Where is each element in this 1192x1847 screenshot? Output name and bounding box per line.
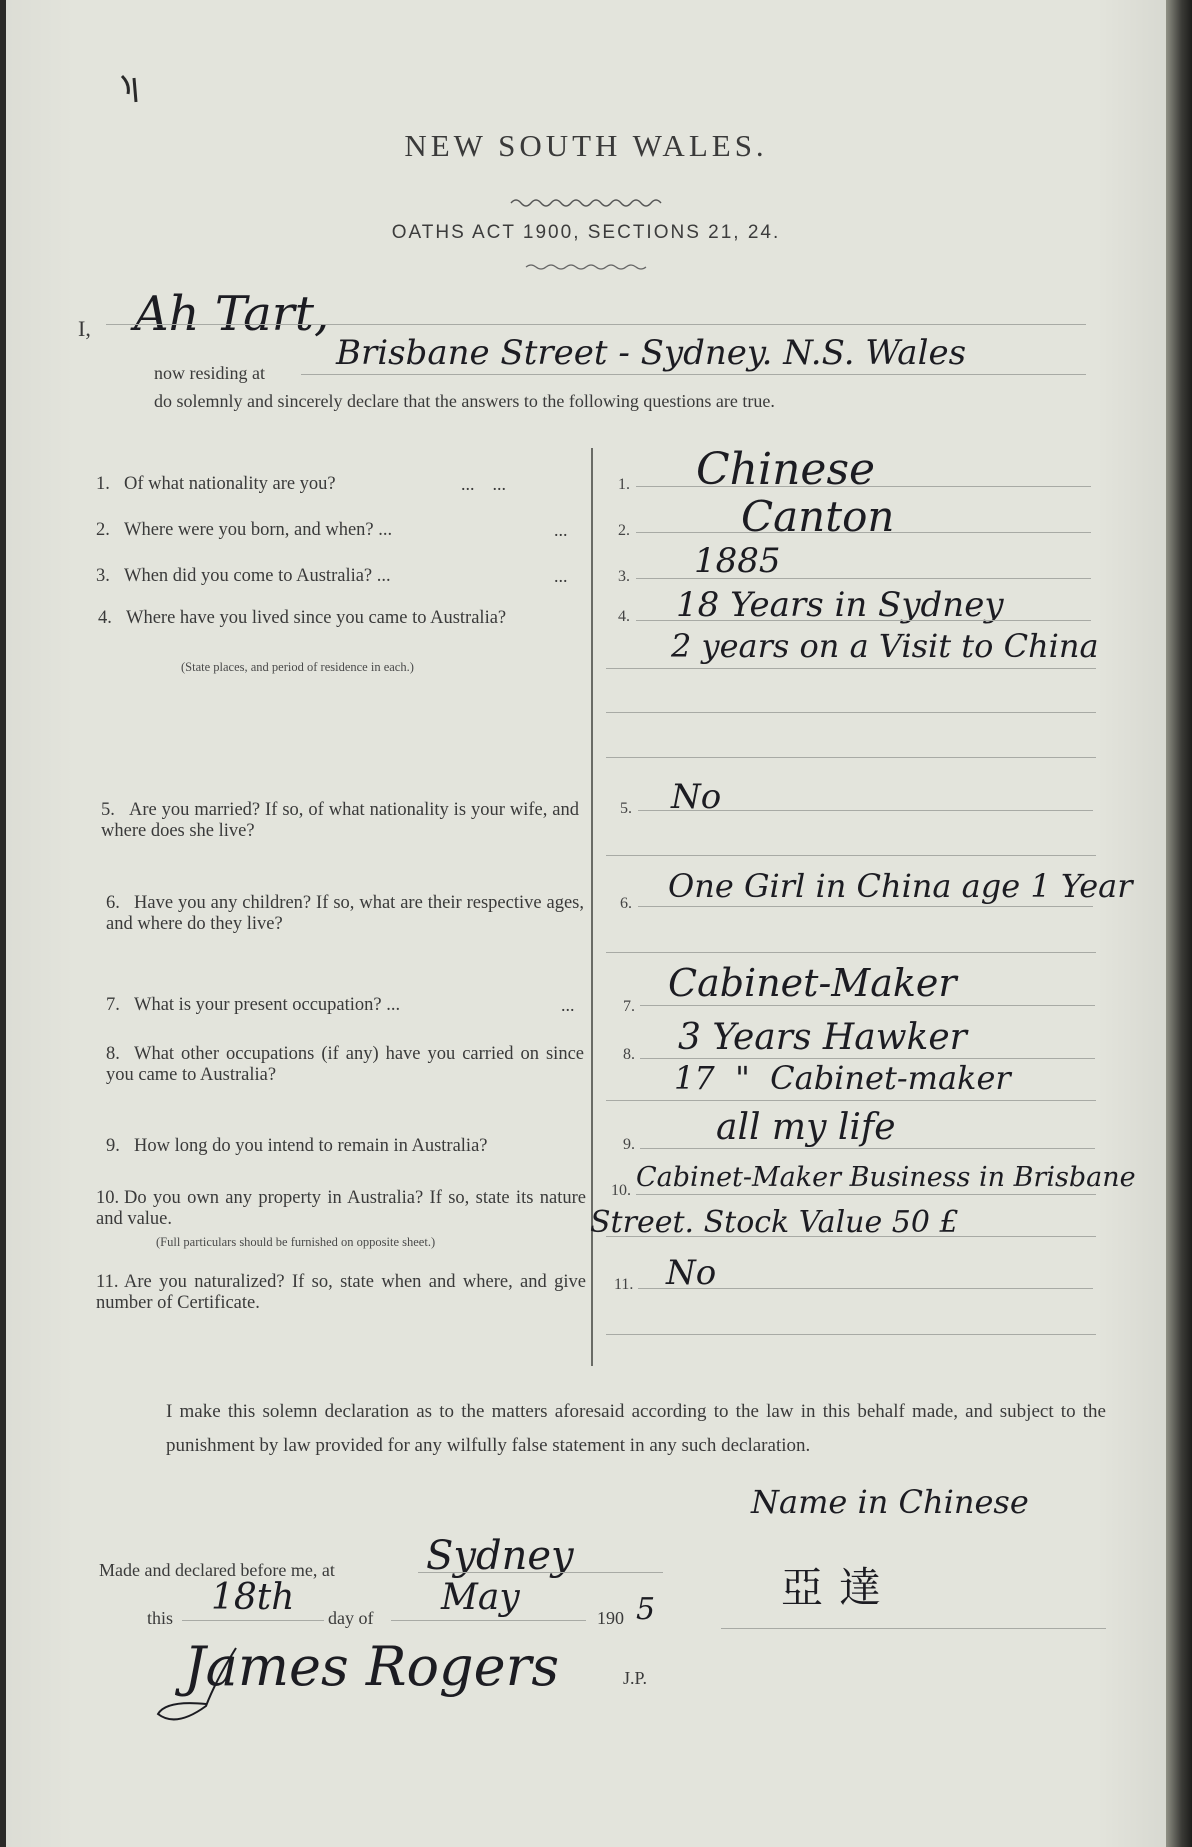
question-4: 4. Where have you lived since you came to Australia? [98, 608, 507, 628]
answer-6-rule-2 [606, 952, 1096, 953]
answer-11-rule-2 [606, 1334, 1096, 1335]
answer-2-rule [636, 532, 1091, 533]
answer-8-line-1: 3 Years Hawker [678, 1017, 967, 1058]
answer-5-rule-1 [638, 810, 1093, 811]
month-line [391, 1620, 586, 1621]
answer-4-rule-2 [606, 668, 1096, 669]
answer-4-line-2: 2 years on a Visit to China [671, 627, 1099, 665]
answer-5-rule-2 [606, 855, 1096, 856]
question-2: 2. Where were you born, and when? ... [96, 520, 393, 540]
day-line [182, 1620, 324, 1621]
answer-5-line-1: No [671, 777, 722, 817]
answer-11-rule-1 [638, 1288, 1093, 1289]
question-11: 11. Are you naturalized? If so, state when and where, and give number of Certificate. [96, 1272, 586, 1313]
page-edge [1166, 0, 1192, 1847]
answer-4-rule-3 [606, 712, 1096, 713]
question-4-note: (State places, and period of residence in each.) [181, 660, 414, 674]
answer-9-number: 9. [623, 1136, 635, 1153]
page-title: NEW SOUTH WALES. [404, 128, 768, 163]
answer-9-line-1: all my life [716, 1107, 896, 1148]
signature-flourish [146, 1640, 406, 1730]
act-reference: OATHS ACT 1900, SECTIONS 21, 24. [391, 222, 781, 243]
declarant-prefix: I, [78, 316, 91, 341]
declaration-text: I make this solemn declaration as to the matters aforesaid according to the law in this behalf made, and subject to the punishment by law provided for any wilfully false statement in any such declaration. [166, 1401, 1106, 1456]
answer-10-rule-2 [606, 1236, 1096, 1237]
answer-2-number: 2. [618, 522, 630, 539]
answer-6-rule-1 [638, 906, 1093, 907]
answer-2-line-1: Canton [741, 492, 895, 541]
answer-8-rule-2 [606, 1100, 1096, 1101]
justice-signature: James Rogers [184, 1635, 560, 1698]
question-3-leader: ... [554, 566, 568, 586]
answer-4-line-1: 18 Years in Sydney [676, 585, 1004, 625]
question-7: 7. What is your present occupation? ... [106, 995, 401, 1015]
answer-4-number: 4. [618, 608, 630, 625]
question-10: 10. Do you own any property in Australia? If so, state its nature and value. [96, 1188, 586, 1229]
answer-8-line-2: 17 " Cabinet-maker [674, 1059, 1011, 1097]
attestation-day: 18th [211, 1577, 295, 1618]
answer-10-line-2: Street. Stock Value 50 £ [590, 1205, 959, 1240]
answer-1-rule [636, 486, 1091, 487]
answer-7-number: 7. [623, 998, 635, 1015]
residence-line [301, 374, 1086, 375]
answer-6-line-1: One Girl in China age 1 Year [668, 867, 1133, 905]
pencil-mark [116, 72, 146, 112]
act-ornament [526, 262, 646, 272]
chinese-name-line [721, 1628, 1106, 1629]
answer-11-number: 11. [614, 1276, 634, 1293]
attestation-place: Sydney [426, 1533, 574, 1579]
question-1-leader: ... ... [461, 474, 506, 494]
document-page [6, 0, 1166, 1847]
chinese-name-label: Name in Chinese [751, 1483, 1029, 1521]
declare-text: do solemnly and sincerely declare that the answers to the following questions are true. [154, 391, 775, 411]
answer-10-line-1: Cabinet-Maker Business in Brisbane [636, 1162, 1136, 1193]
residence-value: Brisbane Street - Sydney. N.S. Wales [336, 333, 967, 373]
answer-4-rule-4 [606, 757, 1096, 758]
answer-1-line-1: Chinese [696, 444, 876, 495]
answer-10-number: 10. [611, 1182, 631, 1199]
answer-7-rule [640, 1005, 1095, 1006]
question-3: 3. When did you come to Australia? ... [96, 566, 391, 586]
place-line [418, 1572, 663, 1573]
question-2-leader: ... [554, 520, 568, 540]
answer-1-number: 1. [618, 476, 630, 493]
this-label: this [147, 1608, 174, 1628]
answer-3-line-1: 1885 [694, 541, 781, 581]
question-5: 5. Are you married? If so, of what nationality is your wife, and where does she live? [101, 800, 579, 841]
residing-label: now residing at [154, 363, 265, 383]
question-6: 6. Have you any children? If so, what are their respective ages, and where do they live? [106, 893, 584, 934]
answer-6-number: 6. [620, 895, 632, 912]
answer-3-rule [636, 578, 1091, 579]
answer-7-line-1: Cabinet-Maker [668, 961, 957, 1005]
question-10-note: (Full particulars should be furnished on opposite sheet.) [156, 1235, 436, 1249]
answer-11-line-1: No [666, 1253, 717, 1293]
question-1: 1. Of what nationality are you? [96, 474, 336, 494]
question-9: 9. How long do you intend to remain in Australia? [106, 1136, 488, 1156]
answer-4-rule-1 [636, 620, 1091, 621]
question-7-leader: ... [561, 995, 575, 1015]
answer-10-rule-1 [636, 1194, 1096, 1195]
answer-3-number: 3. [618, 568, 630, 585]
answer-5-number: 5. [620, 800, 632, 817]
year-prefix: 190 [597, 1608, 624, 1628]
year-suffix: 5 [636, 1592, 656, 1627]
made-declared-label: Made and declared before me, at [99, 1560, 335, 1580]
title-ornament [511, 196, 661, 210]
jp-label: J.P. [623, 1668, 648, 1688]
question-8: 8. What other occupations (if any) have you carried on since you came to Australia? [106, 1044, 584, 1085]
day-of-label: day of [328, 1608, 374, 1628]
name-line [106, 324, 1086, 325]
chinese-name-characters: 亞達 [781, 1563, 898, 1612]
declarant-name: Ah Tart, [134, 286, 330, 342]
answer-9-rule [640, 1148, 1095, 1149]
attestation-month: May [441, 1577, 520, 1618]
answer-8-number: 8. [623, 1046, 635, 1063]
